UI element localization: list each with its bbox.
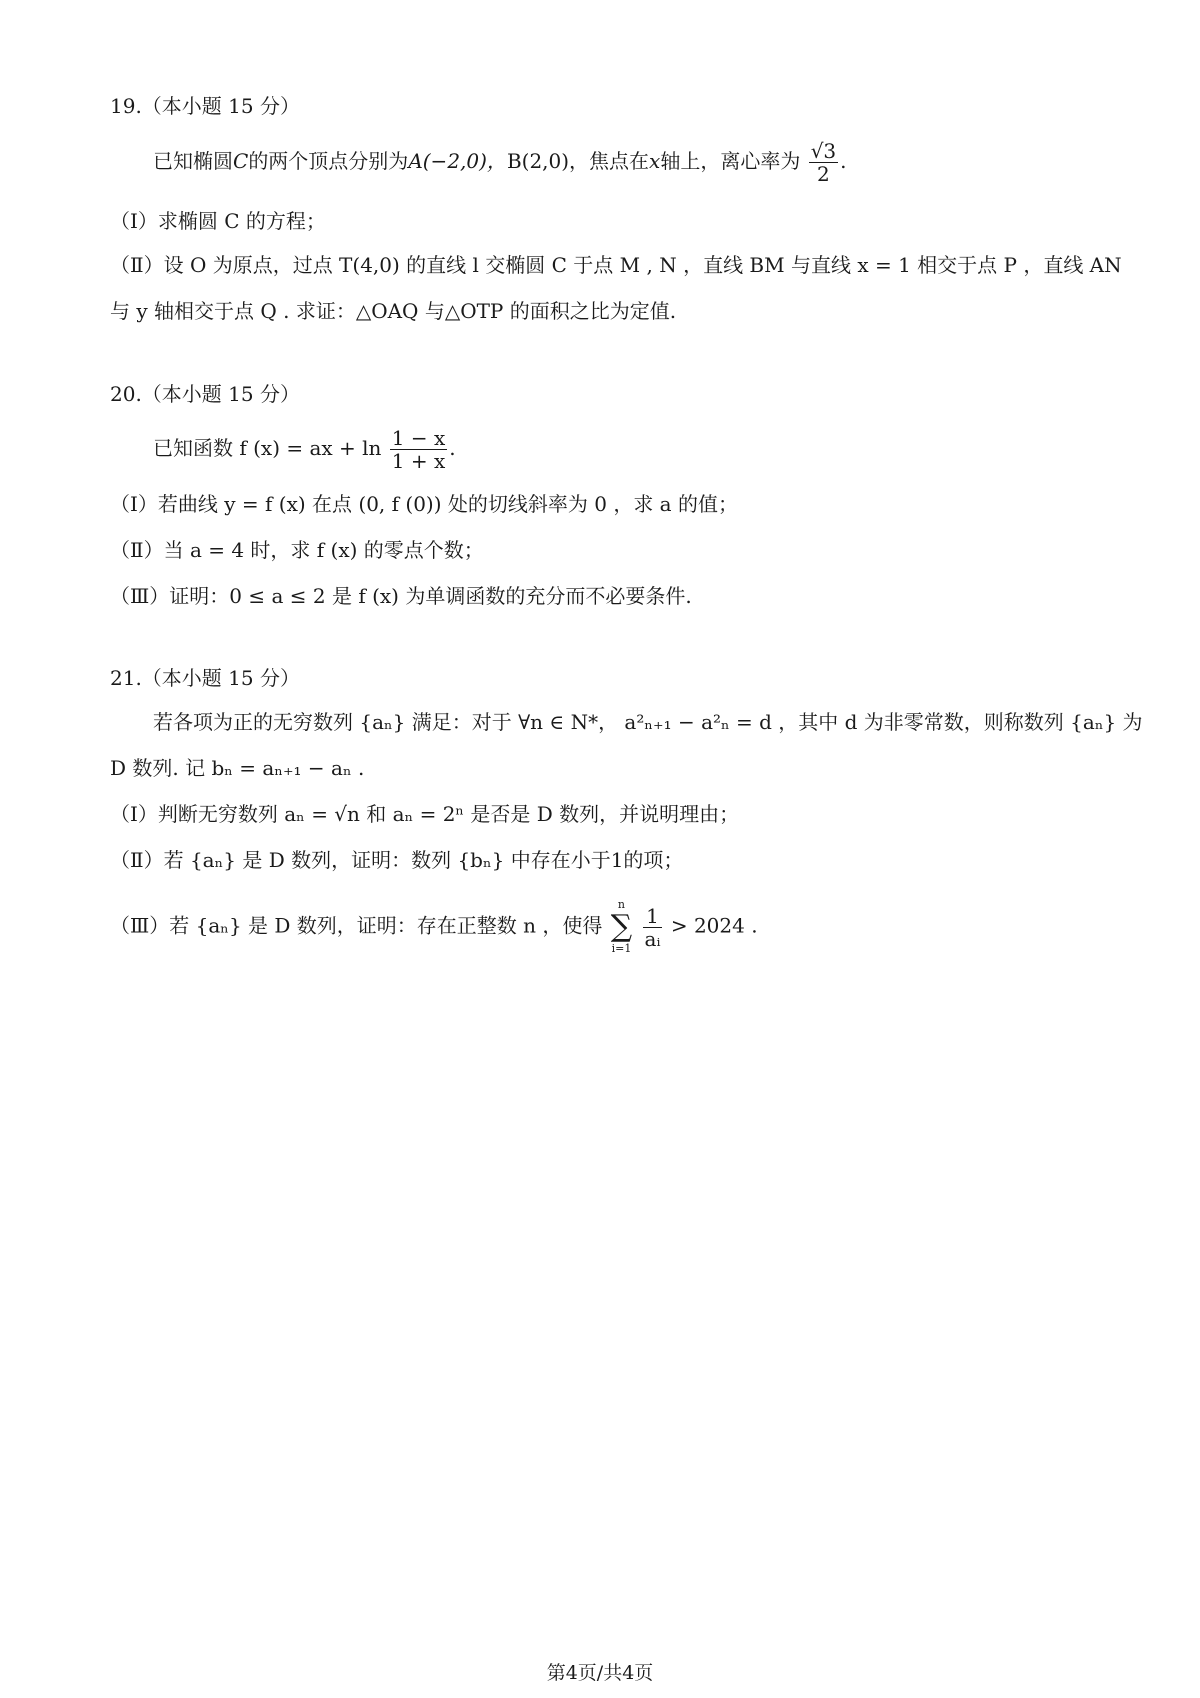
q20-part2: （Ⅱ）当 a = 4 时，求 f (x) 的零点个数； [110,538,484,562]
q20-part1: （Ⅰ）若曲线 y = f (x) 在点 (0, f (0)) 处的切线斜率为 0 ，求 a 的值； [110,492,738,516]
q19-stem: 已知椭圆C的两个顶点分别为A(−2,0)，B(2,0)，焦点在x轴上，离心率为 $\frac{√3}{2}$ . [153,139,847,186]
q19-part1: （Ⅰ）求椭圆 C 的方程； [110,209,326,233]
q20-stem: 已知函数 f (x) = ax + ln $\frac{1 - x}{1 + x}$ . [153,426,456,473]
q21-stem-line2: D 数列. 记 bₙ = aₙ₊₁ − aₙ . [110,756,365,780]
reciprocal-fraction: $\frac{1}{\text{aᵢ}}$ [644,903,661,951]
q21-part2: （Ⅱ）若 {aₙ} 是 D 数列，证明：数列 {bₙ} 中存在小于1的项； [110,848,684,872]
q21-part1: （Ⅰ）判断无穷数列 aₙ = √n 和 aₙ = 2ⁿ 是否是 D 数列，并说明理由； [110,802,740,826]
q19-part2-line1: （Ⅱ）设 O 为原点，过点 T(4,0) 的直线 l 交椭圆 C 于点 M , N ，直线 BM 与直线 x = 1 相交于点 P ，直线 AN [110,253,1122,277]
log-argument-fraction: $\frac{1 - x}{1 + x}$ [391,426,446,473]
q21-stem-line1: 若各项为正的无穷数列 {aₙ} 满足：对于 ∀n ∈ N*， a²ₙ₊₁ − a²ₙ = d ，其中 d 为非零常数，则称数列 {aₙ} 为 [153,710,1143,734]
eccentricity-fraction: $\frac{√3}{2}$ [810,139,837,186]
q19-header: 19.（本小题 15 分） [110,94,300,118]
q21-header: 21.（本小题 15 分） [110,666,300,690]
q21-part3: （Ⅲ）若 {aₙ} 是 D 数列，证明：存在正整数 n ，使得 n ∑ i=1 $\frac{1}{\text{aᵢ}}$ > 2024 . [110,898,758,955]
summation: n ∑ i=1 [610,898,633,955]
q20-header: 20.（本小题 15 分） [110,382,300,406]
q20-part3: （Ⅲ）证明：0 ≤ a ≤ 2 是 f (x) 为单调函数的充分而不必要条件. [110,584,692,608]
page-footer: 第4页/共4页 [546,1662,654,1684]
q19-part2-line2: 与 y 轴相交于点 Q . 求证：△OAQ 与△OTP 的面积之比为定值. [110,299,677,323]
